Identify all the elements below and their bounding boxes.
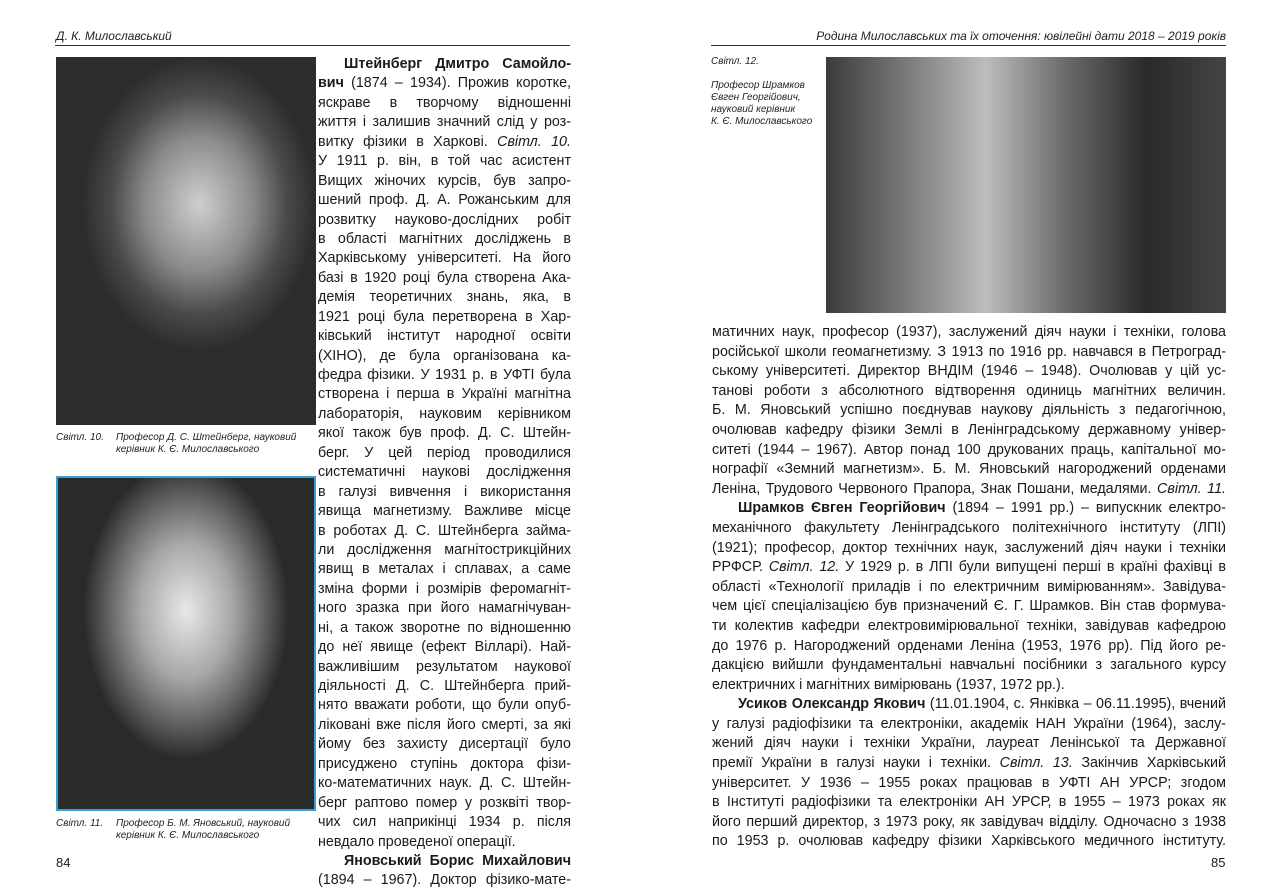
text-run: танові роботи з абсолютного відтворення одиниць магнітних величин.: [712, 382, 1226, 399]
text-line: [318, 405, 571, 424]
text-run: базі в 1920 році була створена Ака-: [318, 269, 571, 286]
text-run: Вищих жіночих курсів, був запро-: [318, 172, 571, 189]
text-line: [318, 385, 571, 404]
text-line: [318, 677, 571, 696]
text-run: механічного факультету Ленінградського політехнічного інституту (ЛПІ): [712, 519, 1226, 536]
text-line: [318, 541, 571, 560]
caption-number: Світл. 11.: [56, 818, 104, 829]
figure-caption-11: [56, 818, 316, 841]
text-run: (ХІНО), де була організована ка-: [318, 347, 571, 364]
text-run: премії України в галузі науки і техніки.: [712, 755, 1000, 772]
text-run: систематичні наукові дослідження: [318, 464, 571, 481]
text-run: (1921); професор, доктор технічних наук, заслужений діяч науки і техніки: [712, 539, 1226, 556]
text-line: [318, 871, 571, 890]
photo-shramkov-at-instrument: [826, 57, 1226, 313]
text-run: в області магнітних досліджень в: [318, 230, 571, 247]
text-line: [318, 249, 571, 268]
text-run: (11.01.1904, с. Янківка – 06.11.1995), вчений: [929, 696, 1227, 713]
text-run: Леніна, Трудового Червоного Прапора, Знак Пошани, медалями.: [712, 480, 1158, 497]
text-run: лабораторія, науковим керівником: [318, 405, 571, 422]
text-line: [318, 560, 571, 579]
text-line: [712, 813, 1226, 833]
text-run: шений проф. Д. А. Рожанським для: [318, 192, 571, 209]
text-line: [318, 619, 571, 638]
text-line: [318, 269, 571, 288]
running-header-right: Родина Милославських та їх оточення: ювілейні дати 2018 – 2019 років: [816, 29, 1226, 43]
text-run: розвитку науково-дослідних робіт: [318, 211, 571, 228]
text-line: [712, 793, 1226, 813]
text-run: йому без захисту дисертації було: [318, 736, 571, 753]
text-run: зміна форми і розмірів феромагніт-: [318, 580, 571, 597]
person-name: Шрамков Євген Георгійович: [738, 500, 953, 517]
figure-caption-12: [711, 56, 812, 128]
text-line: [318, 638, 571, 657]
text-line: [318, 74, 571, 93]
text-run: життя і залишив значний слід у роз-: [318, 114, 571, 131]
text-line: [712, 832, 1226, 852]
text-line: [318, 133, 571, 152]
text-run: в галузі вивчення і використання: [318, 483, 571, 500]
text-line: [712, 362, 1226, 382]
text-run: ного зразка при його намагнічуван-: [318, 600, 571, 617]
text-run: берг раптово помер у розквіті твор-: [318, 794, 571, 811]
caption-text: К. Є. Милославського: [711, 116, 813, 127]
text-run: демія теоретичних знань, яка, в: [318, 289, 571, 306]
text-line: [712, 480, 1226, 500]
body-text-column-left: [318, 55, 571, 891]
text-run: ківський інститут народної освіти: [318, 328, 571, 345]
text-run: університет. У 1936 – 1955 роках працював в УФТІ АН УРСР; згодом: [712, 774, 1226, 791]
text-line: [318, 230, 571, 249]
person-name: Усиков Олександр Якович: [738, 696, 930, 713]
portrait-photo-yanovsky: [56, 476, 316, 811]
text-line: [318, 833, 571, 852]
text-line: [712, 460, 1226, 480]
text-run: присуджено ступінь доктора фізи-: [318, 755, 571, 772]
text-line: [712, 597, 1226, 617]
text-line: [318, 152, 571, 171]
text-line: [318, 522, 571, 541]
text-line: [712, 695, 1226, 715]
figure-reference: Світл. 10.: [497, 133, 571, 150]
text-line: [712, 578, 1226, 598]
text-run: до 1976 р. Нагороджений орденами Леніна (1953, 1976 рр). Під його ре-: [712, 637, 1226, 654]
text-run: очолював кафедру фізики Землі в Ленінградському державному універ-: [712, 421, 1226, 438]
text-line: [318, 794, 571, 813]
text-run: ліковані вже після його смерті, за які: [318, 716, 571, 733]
text-line: [712, 676, 1226, 696]
text-run: ли дослідження магнітострикційних: [318, 541, 571, 558]
text-line: [318, 483, 571, 502]
text-line: [318, 599, 571, 618]
text-run: (1894 – 1967). Доктор фізико-мате-: [318, 872, 571, 889]
text-run: ко-математичних наук. Д. С. Штейн-: [318, 775, 571, 792]
text-line: [712, 382, 1226, 402]
text-line: [318, 735, 571, 754]
caption-text: Професор Б. М. Яновський, науковий: [116, 818, 291, 829]
text-run: У 1929 р. в ЛПІ були випущені перші в країні фахівці в: [839, 559, 1226, 576]
caption-text: науковий керівник: [711, 104, 796, 115]
text-run: його перший директор, з 1973 року, як завідувач відділу. Одночасно з 1938: [712, 813, 1226, 830]
header-rule: [55, 45, 570, 46]
text-line: [712, 715, 1226, 735]
person-name: Яновський Борис Михайлович: [344, 852, 571, 869]
text-run: ському університеті. Директор ВНДІМ (1946 – 1948). Очолював у цій ус-: [712, 363, 1226, 380]
text-run: У 1911 р. він, в той час асистент: [318, 153, 571, 170]
text-line: [318, 94, 571, 113]
text-line: [318, 366, 571, 385]
text-run: невдало проведеної операції.: [318, 833, 516, 850]
text-line: [712, 539, 1226, 559]
figure-reference: Світл. 13.: [999, 755, 1073, 772]
text-line: [712, 774, 1226, 794]
caption-number: Світл. 12.: [711, 56, 759, 67]
text-line: [318, 813, 571, 832]
text-run: до неї явище (ефект Вілларі). Най-: [318, 639, 571, 656]
text-run: чих сил наприкінці 1934 р. після: [318, 814, 571, 831]
text-run: ситеті (1944 – 1967). Автор понад 100 друкованих праць, капітальної мо-: [712, 441, 1226, 458]
caption-text: керівник К. Є. Милославського: [116, 830, 260, 841]
text-run: в Інституті радіофізики та електроніки АН УРСР, в 1955 – 1973 роках як: [712, 794, 1226, 811]
text-run: Б. М. Яновський успішно поєднував наукову діяльність з педагогічною,: [712, 402, 1226, 419]
figure-reference: Світл. 12.: [768, 559, 840, 576]
text-run: нографії «Земний магнетизм». Б. М. Яновський нагороджений орденами: [712, 461, 1226, 478]
text-run: явища магнетизму. Важливе місце: [318, 503, 571, 520]
text-line: [318, 658, 571, 677]
text-line: [712, 401, 1226, 421]
text-run: ні, а також зворотне по відношенню: [318, 619, 571, 636]
text-run: якої також був проф. Д. С. Штейн-: [318, 425, 571, 442]
text-line: [318, 463, 571, 482]
text-run: в роботах Д. С. Штейнберга займа-: [318, 522, 571, 539]
caption-text: керівник К. Є. Милославського: [116, 444, 260, 455]
text-run: чем цієї спеціалізацією був призначений Є. Г. Шрамков. Він став формува-: [712, 598, 1226, 615]
text-run: Закінчив Харківський: [1072, 755, 1226, 772]
running-header-left: Д. К. Милославський: [56, 29, 172, 43]
text-run: області «Технології приладів і по електричним вимірюванням». Завідува-: [712, 578, 1226, 595]
text-run: російської школи геомагнетизму. З 1913 по 1916 рр. навчався в Петроград-: [712, 343, 1226, 360]
text-line: [712, 343, 1226, 363]
text-run: дакцією вийшли фундаментальні навчальні посібники з загального курсу: [712, 657, 1226, 674]
text-line: [318, 211, 571, 230]
text-line: [318, 580, 571, 599]
text-line: [318, 113, 571, 132]
text-run: створена і перша в Україні магнітна: [318, 386, 571, 403]
text-line: [712, 754, 1226, 774]
text-run: у галузі радіофізики та електроніки, академік НАН України (1964), заслу-: [712, 715, 1226, 732]
text-line: [712, 499, 1226, 519]
text-line: [712, 656, 1226, 676]
text-run: явищ в металах і сплавах, а саме: [318, 561, 571, 578]
text-line: [318, 327, 571, 346]
text-run: РРФСР.: [712, 559, 769, 576]
caption-number: Світл. 10.: [56, 432, 104, 443]
text-run: по 1953 р. очолював кафедру фізики Харківського медичного інституту.: [712, 833, 1226, 850]
text-run: ти колектив кафедри електровимірювальної техніки, завідував кафедрою: [712, 617, 1226, 634]
text-line: [318, 424, 571, 443]
text-line: [318, 502, 571, 521]
text-line: [318, 444, 571, 463]
text-line: [318, 852, 571, 871]
text-line: [712, 519, 1226, 539]
text-line: [318, 716, 571, 735]
figure-reference: Світл. 11.: [1157, 480, 1226, 497]
text-line: [712, 323, 1226, 343]
text-line: [712, 421, 1226, 441]
text-line: [318, 347, 571, 366]
text-run: матичних наук, професор (1937), заслужений діяч науки і техніки, голова: [712, 324, 1226, 340]
text-line: [318, 288, 571, 307]
caption-text: Євген Георгійович,: [711, 92, 801, 103]
text-run: важливішим результатом наукової: [318, 658, 571, 675]
header-rule: [711, 45, 1226, 46]
person-name: Штейнберг Дмитро Самойло-: [344, 56, 571, 72]
text-line: [318, 55, 571, 74]
page-number-right: 85: [1211, 855, 1226, 870]
text-run: яскраве в творчому відношенні: [318, 94, 571, 111]
caption-text: Професор Д. С. Штейнберг, науковий: [116, 432, 297, 443]
text-run: електричних і магнітних вимірювань (1937, 1972 рр.).: [712, 676, 1065, 693]
text-line: [712, 558, 1226, 578]
text-run: нято вважати роботи, що були опуб-: [318, 697, 571, 714]
text-line: [318, 696, 571, 715]
text-line: [712, 734, 1226, 754]
page-number-left: 84: [56, 855, 71, 870]
text-run: федра фізики. У 1931 р. в УФТІ була: [318, 367, 571, 383]
text-run: (1894 – 1991 рр.) – випускник електро-: [952, 500, 1226, 517]
text-run: 1921 році була перетворена в Хар-: [318, 308, 571, 325]
text-run: витку фізики в Харкові.: [318, 133, 498, 150]
body-text-column-right: [712, 323, 1226, 852]
text-line: [318, 308, 571, 327]
text-run: жений діяч науки і техніки України, лауреат Ленінської та Державної: [712, 735, 1226, 752]
text-line: [318, 172, 571, 191]
person-name: вич: [318, 75, 352, 92]
text-line: [712, 441, 1226, 461]
text-line: [712, 617, 1226, 637]
text-run: (1874 – 1934). Прожив коротке,: [351, 75, 571, 92]
text-line: [318, 774, 571, 793]
figure-caption-10: [56, 432, 297, 455]
text-run: діяльності Д. С. Штейнберга прий-: [318, 678, 571, 694]
caption-text: Професор Шрамков: [711, 80, 805, 91]
text-line: [318, 755, 571, 774]
text-run: Харківському університеті. На його: [318, 250, 571, 267]
portrait-photo-steinberg: [56, 57, 316, 425]
text-line: [318, 191, 571, 210]
text-line: [712, 637, 1226, 657]
text-run: берг. У цей період проводилися: [318, 444, 571, 461]
